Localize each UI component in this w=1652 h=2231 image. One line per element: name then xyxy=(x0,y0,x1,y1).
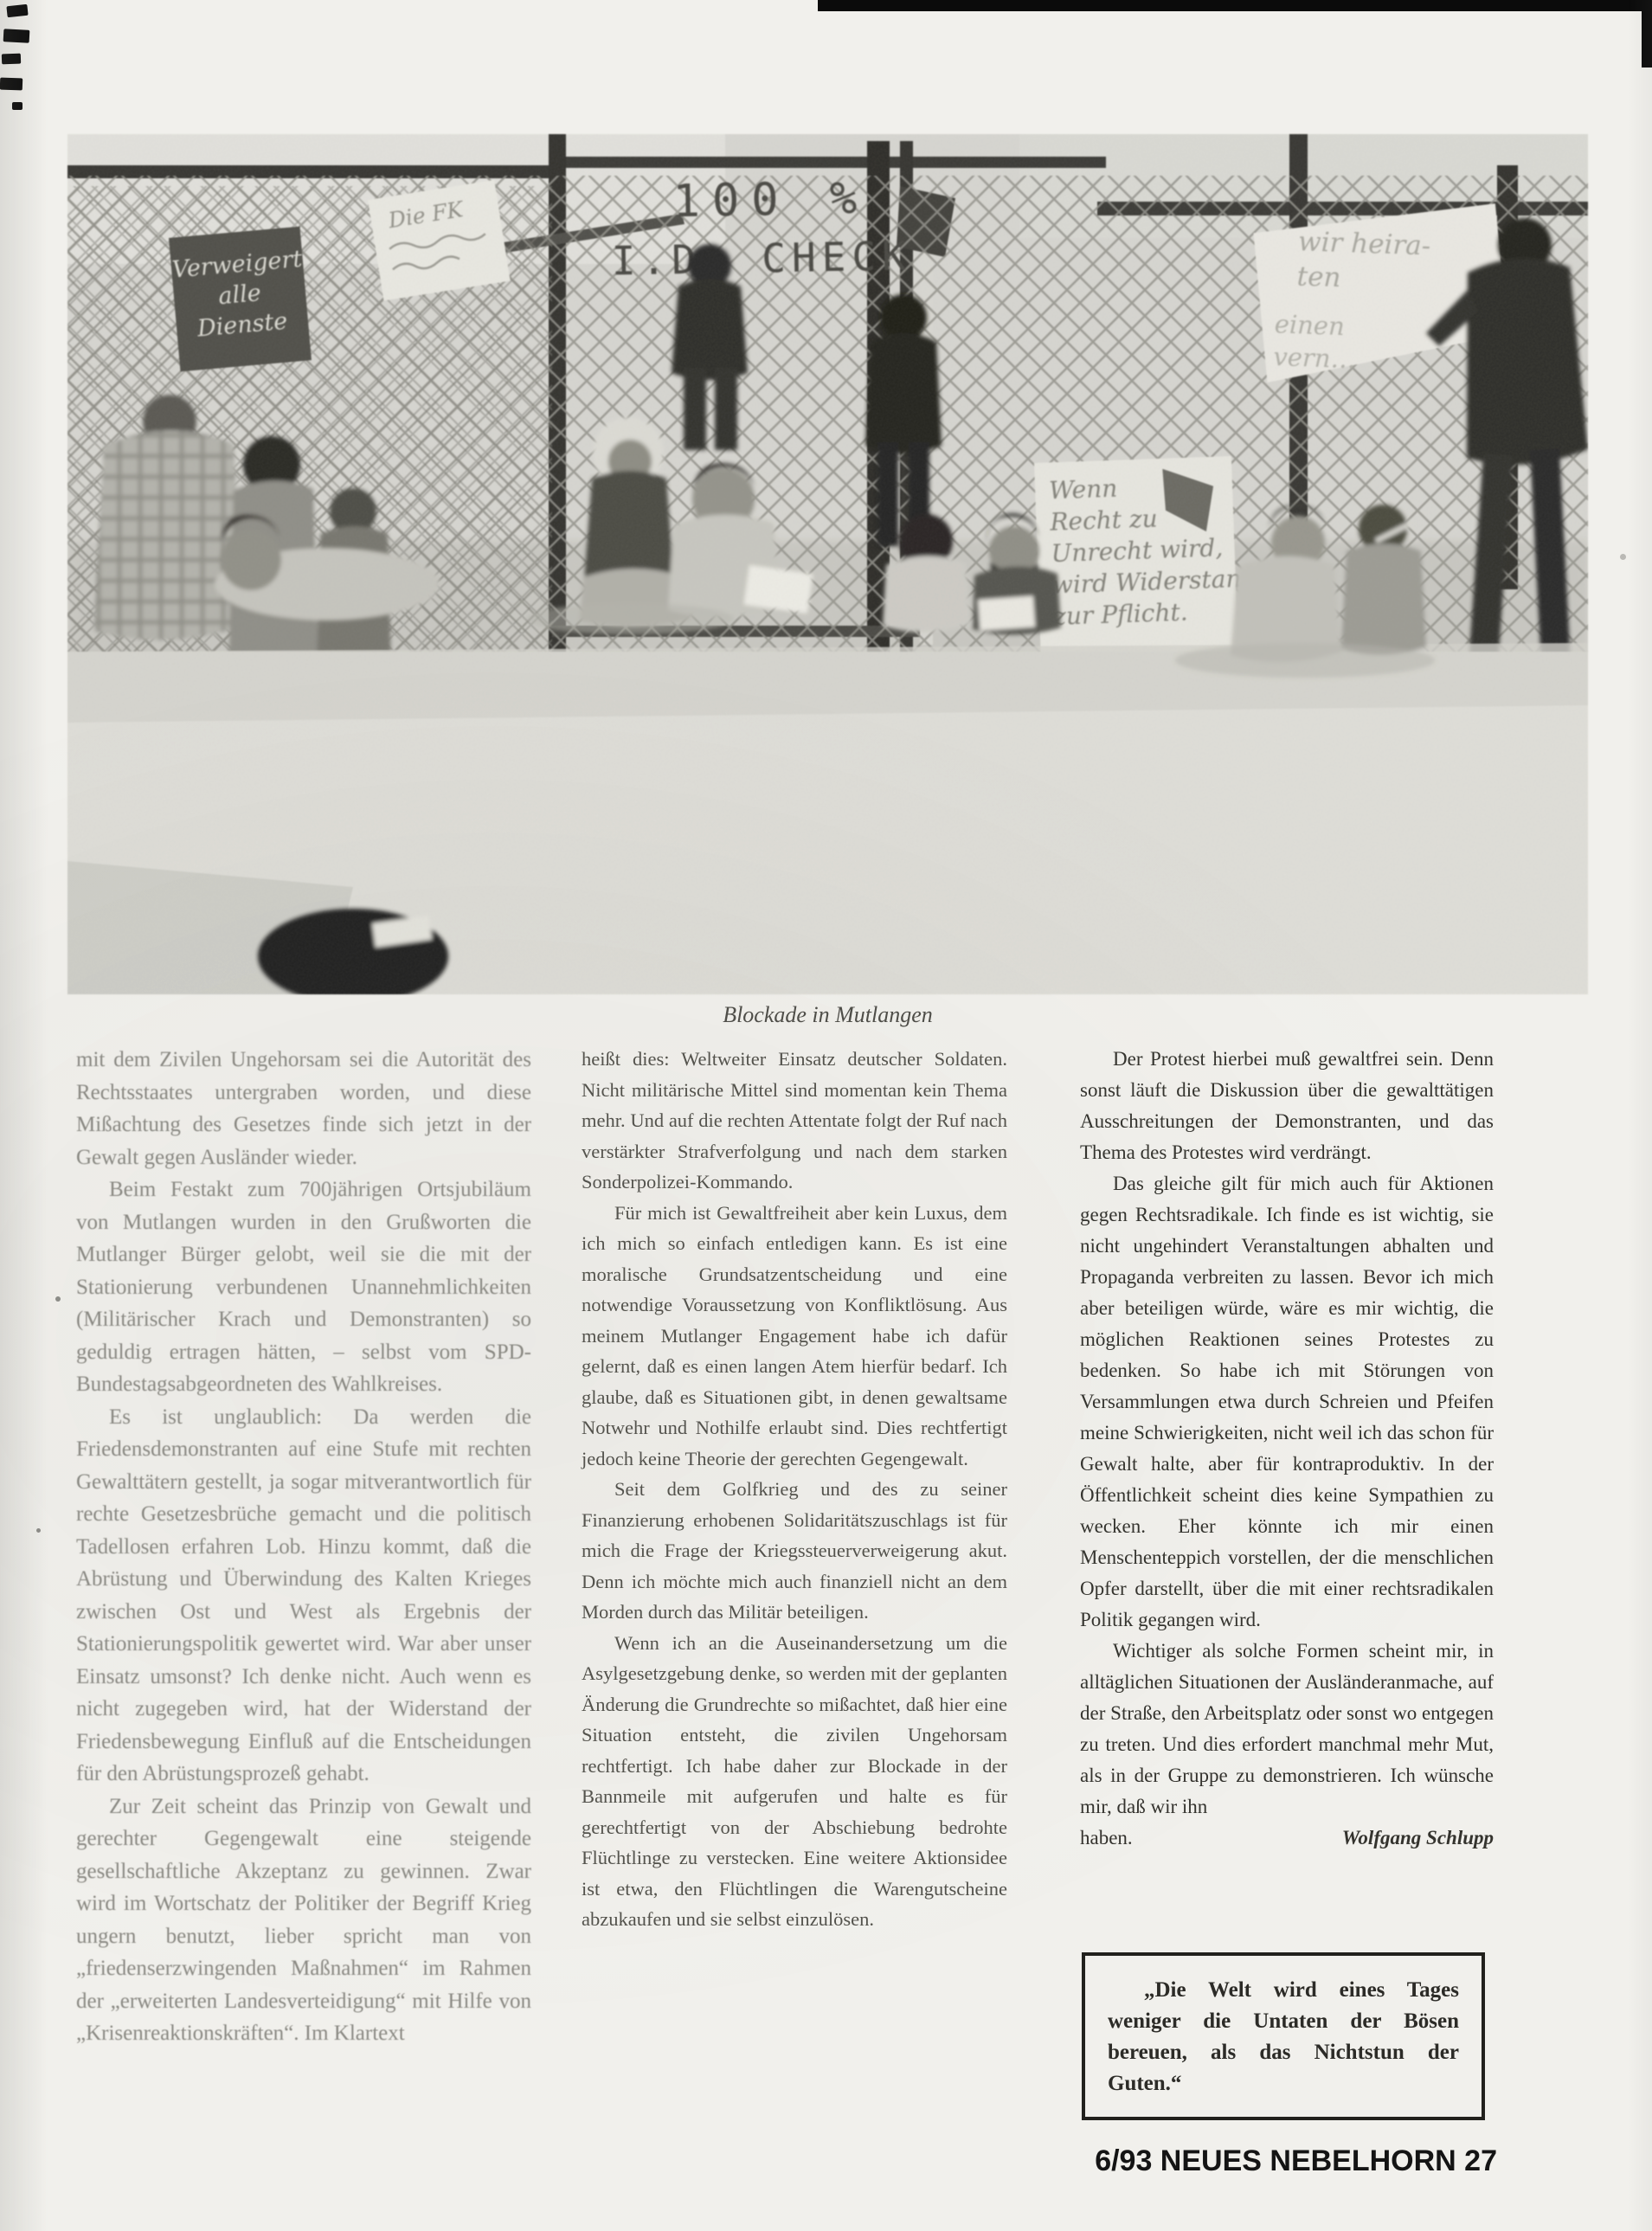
quote-text: „Die Welt wird eines Tages weniger die Untaten der Bösen bereuen, als das Nichtstun der Guten.“ xyxy=(1108,1978,1459,2095)
article-paragraph: heißt dies: Weltweiter Einsatz deutscher Soldaten. Nicht militärische Mittel sind momentan kein Thema mehr. Und auf die rechten Attentate folgt der Ruf nach verstärkter Strafverfolgung und nach dem starken Sonderpolizei-Kommando. xyxy=(582,1048,1007,1193)
article-paragraph: Zur Zeit scheint das Prinzip von Gewalt und gerechter Gegengewalt eine steigende gesellschaftliche Akzeptanz zu gewinnen. Zwar wird im Wortschatz der Politiker der Begriff Krieg ungern benutzt, lieber spricht man von „friedenserzwingenden Maßnahmen“ im Rahmen der „erweiterten Landesverteidigung“ mit Hilfe von „Krisenreaktionskräften“. Im Klartext xyxy=(76,1794,531,2045)
scan-speck xyxy=(1620,554,1626,560)
scan-artifact-mark xyxy=(3,29,30,43)
article-paragraph: Beim Festakt zum 700jährigen Ortsjubiläum von Mutlangen wurden in den Grußworten die Mutlanger Bürger gelobt, weil sie die mit der Stationierung verbundenen Unannehmlichkeiten (Militärischer Krach und Demonstranten) so geduldig ertragen hätten, – selbst vom SPD-Bundestagsabgeordneten des Wahlkreises. xyxy=(76,1178,531,1396)
page-footer: 6/93 NEUES NEBELHORN 27 xyxy=(1095,2144,1497,2177)
article-paragraph: Wenn ich an die Auseinandersetzung um die Asylgesetzgebung denke, so werden mit der geplanten Änderung die Grundrechte so mißachtet, daß hier eine Situation entsteht, die zivilen Ungehorsam rechtfertigt. Ich habe daher zur Blockade in der Bannmeile mit aufgerufen und halte es für gerechtfertigt von der Abschiebung bedrohte Flüchtlinge zu verstecken. Eine weitere Aktionsidee ist etwa, den Flüchtlingen die Warengutscheine abzukaufen und sie selbst einzulösen. xyxy=(582,1631,1007,1930)
scan-speck xyxy=(55,1296,61,1302)
author-signature: Wolfgang Schlupp xyxy=(1341,1827,1494,1848)
photo-grain xyxy=(67,134,1588,994)
scan-artifact-mark xyxy=(0,78,22,91)
article-column-3-paragraphs xyxy=(1080,1044,1494,1823)
article-paragraph: Seit dem Golfkrieg und des zu seiner Finanzierung erhobenen Solidaritätszuschlags ist für mich die Frage der Kriegssteuerverweigerung akut. Denn ich möchte mich auch finanziell nicht an dem Morden durch das Militär beteiligen. xyxy=(582,1478,1007,1623)
article-column-2 xyxy=(582,1044,1007,1935)
article-column-1 xyxy=(76,1044,531,2050)
signature-row xyxy=(1080,1823,1494,1854)
scan-artifact-top-bar xyxy=(818,0,1652,11)
photo-caption: Blockade in Mutlangen xyxy=(723,1002,933,1027)
article-paragraph: Wichtiger als solche Formen scheint mir, in alltäglichen Situationen der Ausländeranmache, auf der Straße, den Arbeitsplatz oder sonst wo entgegen zu treten. Und dies erfordert manchmal mehr Mut, als in der Gruppe zu demonstrieren. Ich wünsche mir, daß wir ihn xyxy=(1080,1640,1494,1817)
scan-artifact-mark xyxy=(6,4,28,17)
paragraph-last-word: haben. xyxy=(1080,1827,1133,1848)
quote-box xyxy=(1082,1952,1485,2120)
article-paragraph: Es ist unglaublich: Da werden die Friedensdemonstranten auf eine Stufe mit rechten Gewalttätern gestellt, ja sogar mitverantwortlich für rechte Gesetzesbrüche gemacht und die politisch Tadellosen erfahren Lob. Hinzu kommt, daß die Abrüstung und Überwindung des Kalten Krieges zwischen Ost und West als Ergebnis der Stationierungspolitik gewertet wird. War aber unser Einsatz umsonst? Ich denke nicht. Auch wenn es nicht zugegeben wird, hat der Widerstand der Friedensbewegung Einfluß auf die Entscheidungen für den Abrüstungsprozeß gehabt. xyxy=(76,1405,531,1785)
scan-speck xyxy=(36,1528,41,1533)
scan-artifact-mark xyxy=(2,54,21,65)
article-paragraph: Der Protest hierbei muß gewaltfrei sein. Denn sonst läuft die Diskussion über die gewalttätigen Ausschreitungen der Demonstranten, und das Thema des Protestes wird verdrängt. xyxy=(1080,1048,1494,1163)
article-paragraph: Für mich ist Gewaltfreiheit aber kein Luxus, dem ich mich so einfach entledigen kann. Es ist eine moralische Grundsatzentscheidung und eine notwendige Voraussetzung von Konfliktlösung. Aus meinem Mutlanger Engagement habe ich dafür gelernt, daß es einen langen Atem hierfür bedarf. Ich glaube, daß es Situationen gibt, in denen gewaltsame Notwehr und Nothilfe erlaubt sind. Dies rechtfertigt jedoch keine Theorie der gerechten Gegengewalt. xyxy=(582,1201,1007,1469)
article-paragraph: mit dem Zivilen Ungehorsam sei die Autorität des Rechtsstaates untergraben worden, und diese Mißachtung des Gesetzes finde sich jetzt in der Gewalt gegen Ausländer wieder. xyxy=(76,1048,531,1169)
protest-photo xyxy=(67,134,1588,994)
protest-photo-illustration xyxy=(67,134,1588,994)
scan-artifact-edge xyxy=(1642,0,1652,68)
scan-artifact-mark xyxy=(12,102,22,110)
article-column-3 xyxy=(1080,1044,1494,1854)
article-paragraph: Das gleiche gilt für mich auch für Aktionen gegen Rechtsradikale. Ich finde es ist wichtig, sie nicht ungehindert Veranstaltungen abhalten und Propaganda verbreiten zu lassen. Bevor ich mich aber beteiligen würde, wäre es mir wichtig, die möglichen Reaktionen seines Protestes zu bedenken. So habe ich mit Störungen von Versammlungen etwa durch Schreien und Pfeifen meine Schwierigkeiten, nicht weil ich das schon für Gewalt halte, aber für kontraproduktiv. In der Öffentlichkeit scheint dies keine Sympathien zu wecken. Eher könnte ich mir einen Menschenteppich vorstellen, der die menschlichen Opfer darstellt, über die mit einer rechtsradikalen Politik gegangen wird. xyxy=(1080,1173,1494,1630)
